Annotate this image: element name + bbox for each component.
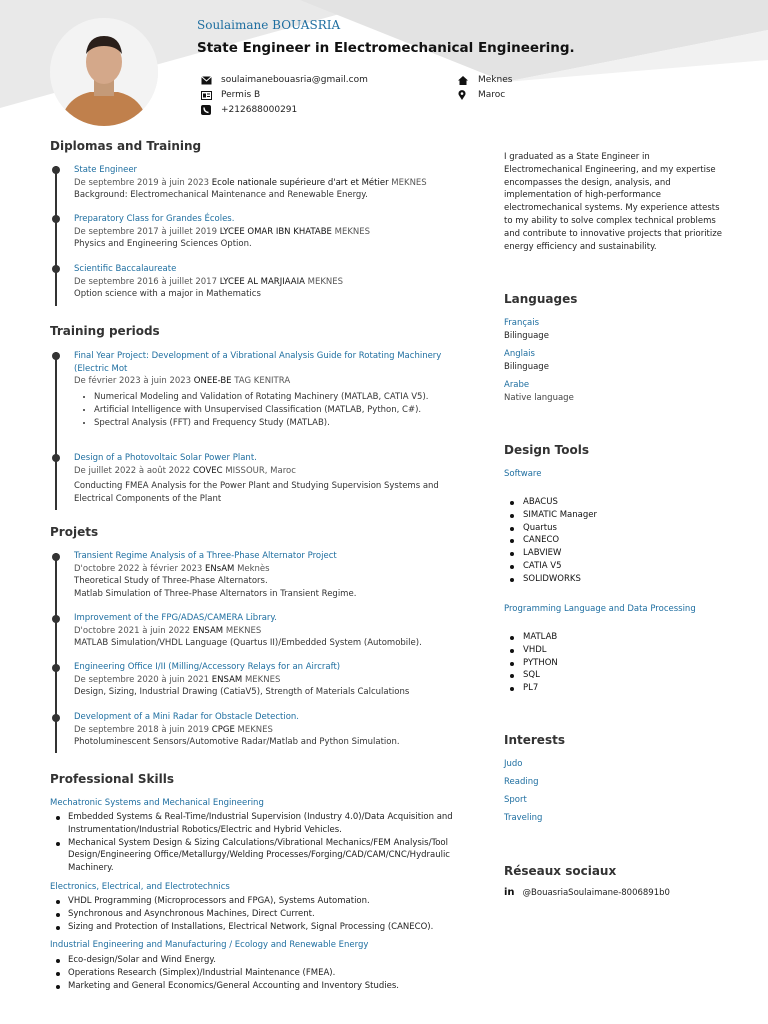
interest-item: Reading [504,777,539,787]
candidate-name: Soulaimane BOUASRIA [197,18,341,32]
email-text[interactable]: soulaimanebouasria@gmail.com [221,75,368,85]
skill-item: Synchronous and Asynchronous Machines, Direct Current. [50,908,470,921]
language-level: Native language [504,392,574,403]
language-item [504,379,574,404]
profile-photo [50,18,158,126]
training-entry [74,452,454,505]
entry-org: ENSAM [211,674,243,685]
map-pin-icon [458,90,478,100]
interest-item: Traveling [504,813,543,823]
entry-desc: MATLAB Simulation/VHDL Language (Quartus II)/Embedded System (Automobile). [74,638,422,648]
section-title-skills: Professional Skills [50,772,174,786]
diploma-entry [74,213,454,251]
phone-icon [201,105,221,115]
contact-phone[interactable] [201,103,297,117]
language-item [504,348,549,373]
skill-group-heading: Industrial Engineering and Manufacturing / Ecology and Renewable Energy [50,940,369,950]
diploma-entry [74,263,454,301]
entry-title: Final Year Project: Development of a Vibrational Analysis Guide for Rotating Machinery (Electric Mot [74,351,442,374]
language-name: Arabe [504,380,530,390]
timeline-dot [52,215,60,223]
entry-org: ONEE-BE [193,376,232,386]
entry-title: Engineering Office I/II (Milling/Accessory Relays for an Aircraft) [74,662,341,672]
entry-title: Scientific Baccalaureate [74,264,177,274]
project-entry [74,550,454,600]
timeline-dot [52,166,60,174]
skill-item: Eco-design/Solar and Wind Energy. [50,954,470,967]
entry-bullet: • Numerical Modeling and Validation of Rotating Machinery (MATLAB, CATIA V5). [94,391,454,404]
entry-dates: De février 2023 à juin 2023 [74,376,192,386]
linkedin-handle[interactable]: @BouasriaSoulaimane-8006891b0 [522,887,670,898]
entry-org: ENSAM [192,625,224,636]
entry-title: Development of a Mini Radar for Obstacle Detection. [74,712,300,722]
entry-org: ENsAM [205,563,235,574]
language-name: Anglais [504,349,535,359]
skill-group-list [50,895,470,933]
training-entry [74,350,454,430]
profile-summary: I graduated as a State Engineer in Electromechanical Engineering, and my expertise encompasses the design, analysis, and implementation of high-performance electromechanical systems. My experience attests to my ability to solve complex technical problems and contribute to innovative projects that prioritize energy efficiency and sustainability. [504,152,722,252]
entry-desc: Photoluminescent Sensors/Automotive Radar/Matlab and Python Simulation. [74,737,400,747]
contact-city [458,73,512,87]
programming-item: PYTHON [504,657,558,670]
software-item: ABACUS [504,496,597,509]
section-title-social: Réseaux sociaux [504,864,617,878]
programming-item: MATLAB [504,631,558,644]
entry-title: State Engineer [74,165,138,175]
id-card-icon [201,91,221,100]
skill-item: VHDL Programming (Microprocessors and FPGA), Systems Automation. [50,895,470,908]
skill-group-list [50,954,470,992]
social-linkedin[interactable] [504,887,670,898]
software-label: Software [504,469,542,479]
skill-item: Embedded Systems & Real-Time/Industrial Supervision (Industry 4.0)/Data Acquisition and Instrumentation/Industrial Robotics/Electric and Hybrid Vehicles. [50,811,470,837]
programming-label: Programming Language and Data Processing [504,604,696,614]
skill-group-heading: Mechatronic Systems and Mechanical Engineering [50,798,264,808]
linkedin-icon: in [504,887,515,898]
entry-org: CPGE [211,724,235,735]
envelope-icon [201,76,221,85]
entry-city: MEKNES [391,177,427,188]
entry-title: Improvement of the FPG/ADAS/CAMERA Library. [74,613,277,623]
phone-text[interactable]: +212688000291 [221,105,298,115]
language-item [504,317,549,342]
project-entry [74,612,454,650]
country-text: Maroc [478,90,506,100]
contact-country [458,88,505,102]
skill-item: Mechanical System Design & Sizing Calculations/Vibrational Mechanics/FEM Analysis/Tool Design/Engineering Office/Metallurgy/Welding Processes/Forging/CAD/CAM/CNC/Hydraulic Machinery. [50,837,470,875]
software-item: SIMATIC Manager [504,509,597,522]
programming-item: PL7 [504,682,558,695]
programming-list [504,631,558,695]
timeline-dot [52,454,60,462]
skill-item: Sizing and Protection of Installations, Electrical Network, Signal Processing (CANECO). [50,921,470,934]
entry-title: Design of a Photovoltaic Solar Power Plant. [74,453,257,463]
entry-dates: D'octobre 2022 à février 2023 [74,563,203,574]
timeline-dot [52,352,60,360]
interests-list [504,759,542,831]
entry-city: Meknès [237,563,270,574]
contact-license [201,88,260,102]
entry-dates: De septembre 2018 à juin 2019 [74,724,210,735]
entry-city: MEKNES [244,674,281,685]
software-item: CATIA V5 [504,560,597,573]
entry-desc: Background: Electromechanical Maintenance and Renewable Energy. [74,190,368,200]
section-title-diplomas: Diplomas and Training [50,139,202,153]
entry-desc: Conducting FMEA Analysis for the Power Plant and Studying Supervision Systems and Electrical Components of the Plant [74,481,439,504]
entry-title: Preparatory Class for Grandes Écoles. [74,214,235,224]
skill-group-list [50,811,470,875]
section-title-training: Training periods [50,324,160,338]
home-icon [458,76,478,85]
entry-desc: Matlab Simulation of Three-Phase Alternators in Transient Regime. [74,588,357,599]
entry-org: COVEC [193,465,223,476]
job-title: State Engineer in Electromechanical Engineering. [197,40,575,56]
entry-city: MEKNES [237,724,273,735]
language-level: Bilinguage [504,330,549,341]
section-title-projects: Projets [50,525,99,539]
section-title-design-tools: Design Tools [504,443,590,457]
programming-item: VHDL [504,644,558,657]
language-level: Bilinguage [504,361,549,372]
entry-desc: Theoretical Study of Three-Phase Alternators. [74,576,268,586]
entry-city: MEKNES [225,625,262,636]
programming-item: SQL [504,669,558,682]
timeline-dot [52,265,60,273]
entry-city: MEKNES [334,226,371,237]
software-item: Quartus [504,522,597,535]
entry-city: MISSOUR, Maroc [225,465,296,476]
entry-org: LYCEE AL MARJIAAIA [219,276,305,287]
contact-email[interactable] [201,73,368,87]
interest-item: Sport [504,795,527,805]
entry-bullet: • Artificial Intelligence with Unsupervised Classification (MATLAB, Python, C#). [94,404,454,417]
entry-city: MEKNES [307,276,344,287]
city-text: Meknes [478,75,513,85]
software-item: CANECO [504,534,597,547]
language-name: Français [504,318,540,328]
section-title-interests: Interests [504,733,565,747]
timeline-dot [52,664,60,672]
timeline-dot [52,714,60,722]
project-entry [74,661,454,699]
software-list [504,496,597,586]
entry-dates: De juillet 2022 à août 2022 [74,465,191,476]
license-text: Permis B [221,90,261,100]
software-item: SOLIDWORKS [504,573,597,586]
timeline-dot [52,553,60,561]
entry-title: Transient Regime Analysis of a Three-Phase Alternator Project [74,551,337,561]
entry-desc: Design, Sizing, Industrial Drawing (CatiaV5), Strength of Materials Calculations [74,687,410,697]
entry-dates: De septembre 2016 à juillet 2017 [74,276,217,287]
section-title-languages: Languages [504,292,578,306]
interest-item: Judo [504,759,523,769]
skill-group-heading: Electronics, Electrical, and Electrotechnics [50,882,230,892]
skill-item: Operations Research (Simplex)/Industrial Maintenance (FMEA). [50,967,470,980]
entry-desc: Option science with a major in Mathematics [74,289,261,299]
timeline-dot [52,615,60,623]
entry-dates: De septembre 2020 à juin 2021 [74,674,210,685]
entry-dates: De septembre 2017 à juillet 2019 [74,226,217,237]
entry-desc: Physics and Engineering Sciences Option. [74,239,252,249]
diploma-entry [74,164,454,202]
entry-dates: De septembre 2019 à juin 2023 [74,177,210,188]
entry-city: TAG KENITRA [234,376,291,386]
entry-org: Ecole nationale supérieure d'art et Métier [211,177,389,188]
entry-dates: D'octobre 2021 à juin 2022 [74,625,190,636]
project-entry [74,711,454,749]
entry-org: LYCEE OMAR IBN KHATABE [219,226,332,237]
software-item: LABVIEW [504,547,597,560]
skill-item: Marketing and General Economics/General Accounting and Inventory Studies. [50,980,470,993]
entry-bullet: • Spectral Analysis (FFT) and Frequency Study (MATLAB). [94,417,454,430]
